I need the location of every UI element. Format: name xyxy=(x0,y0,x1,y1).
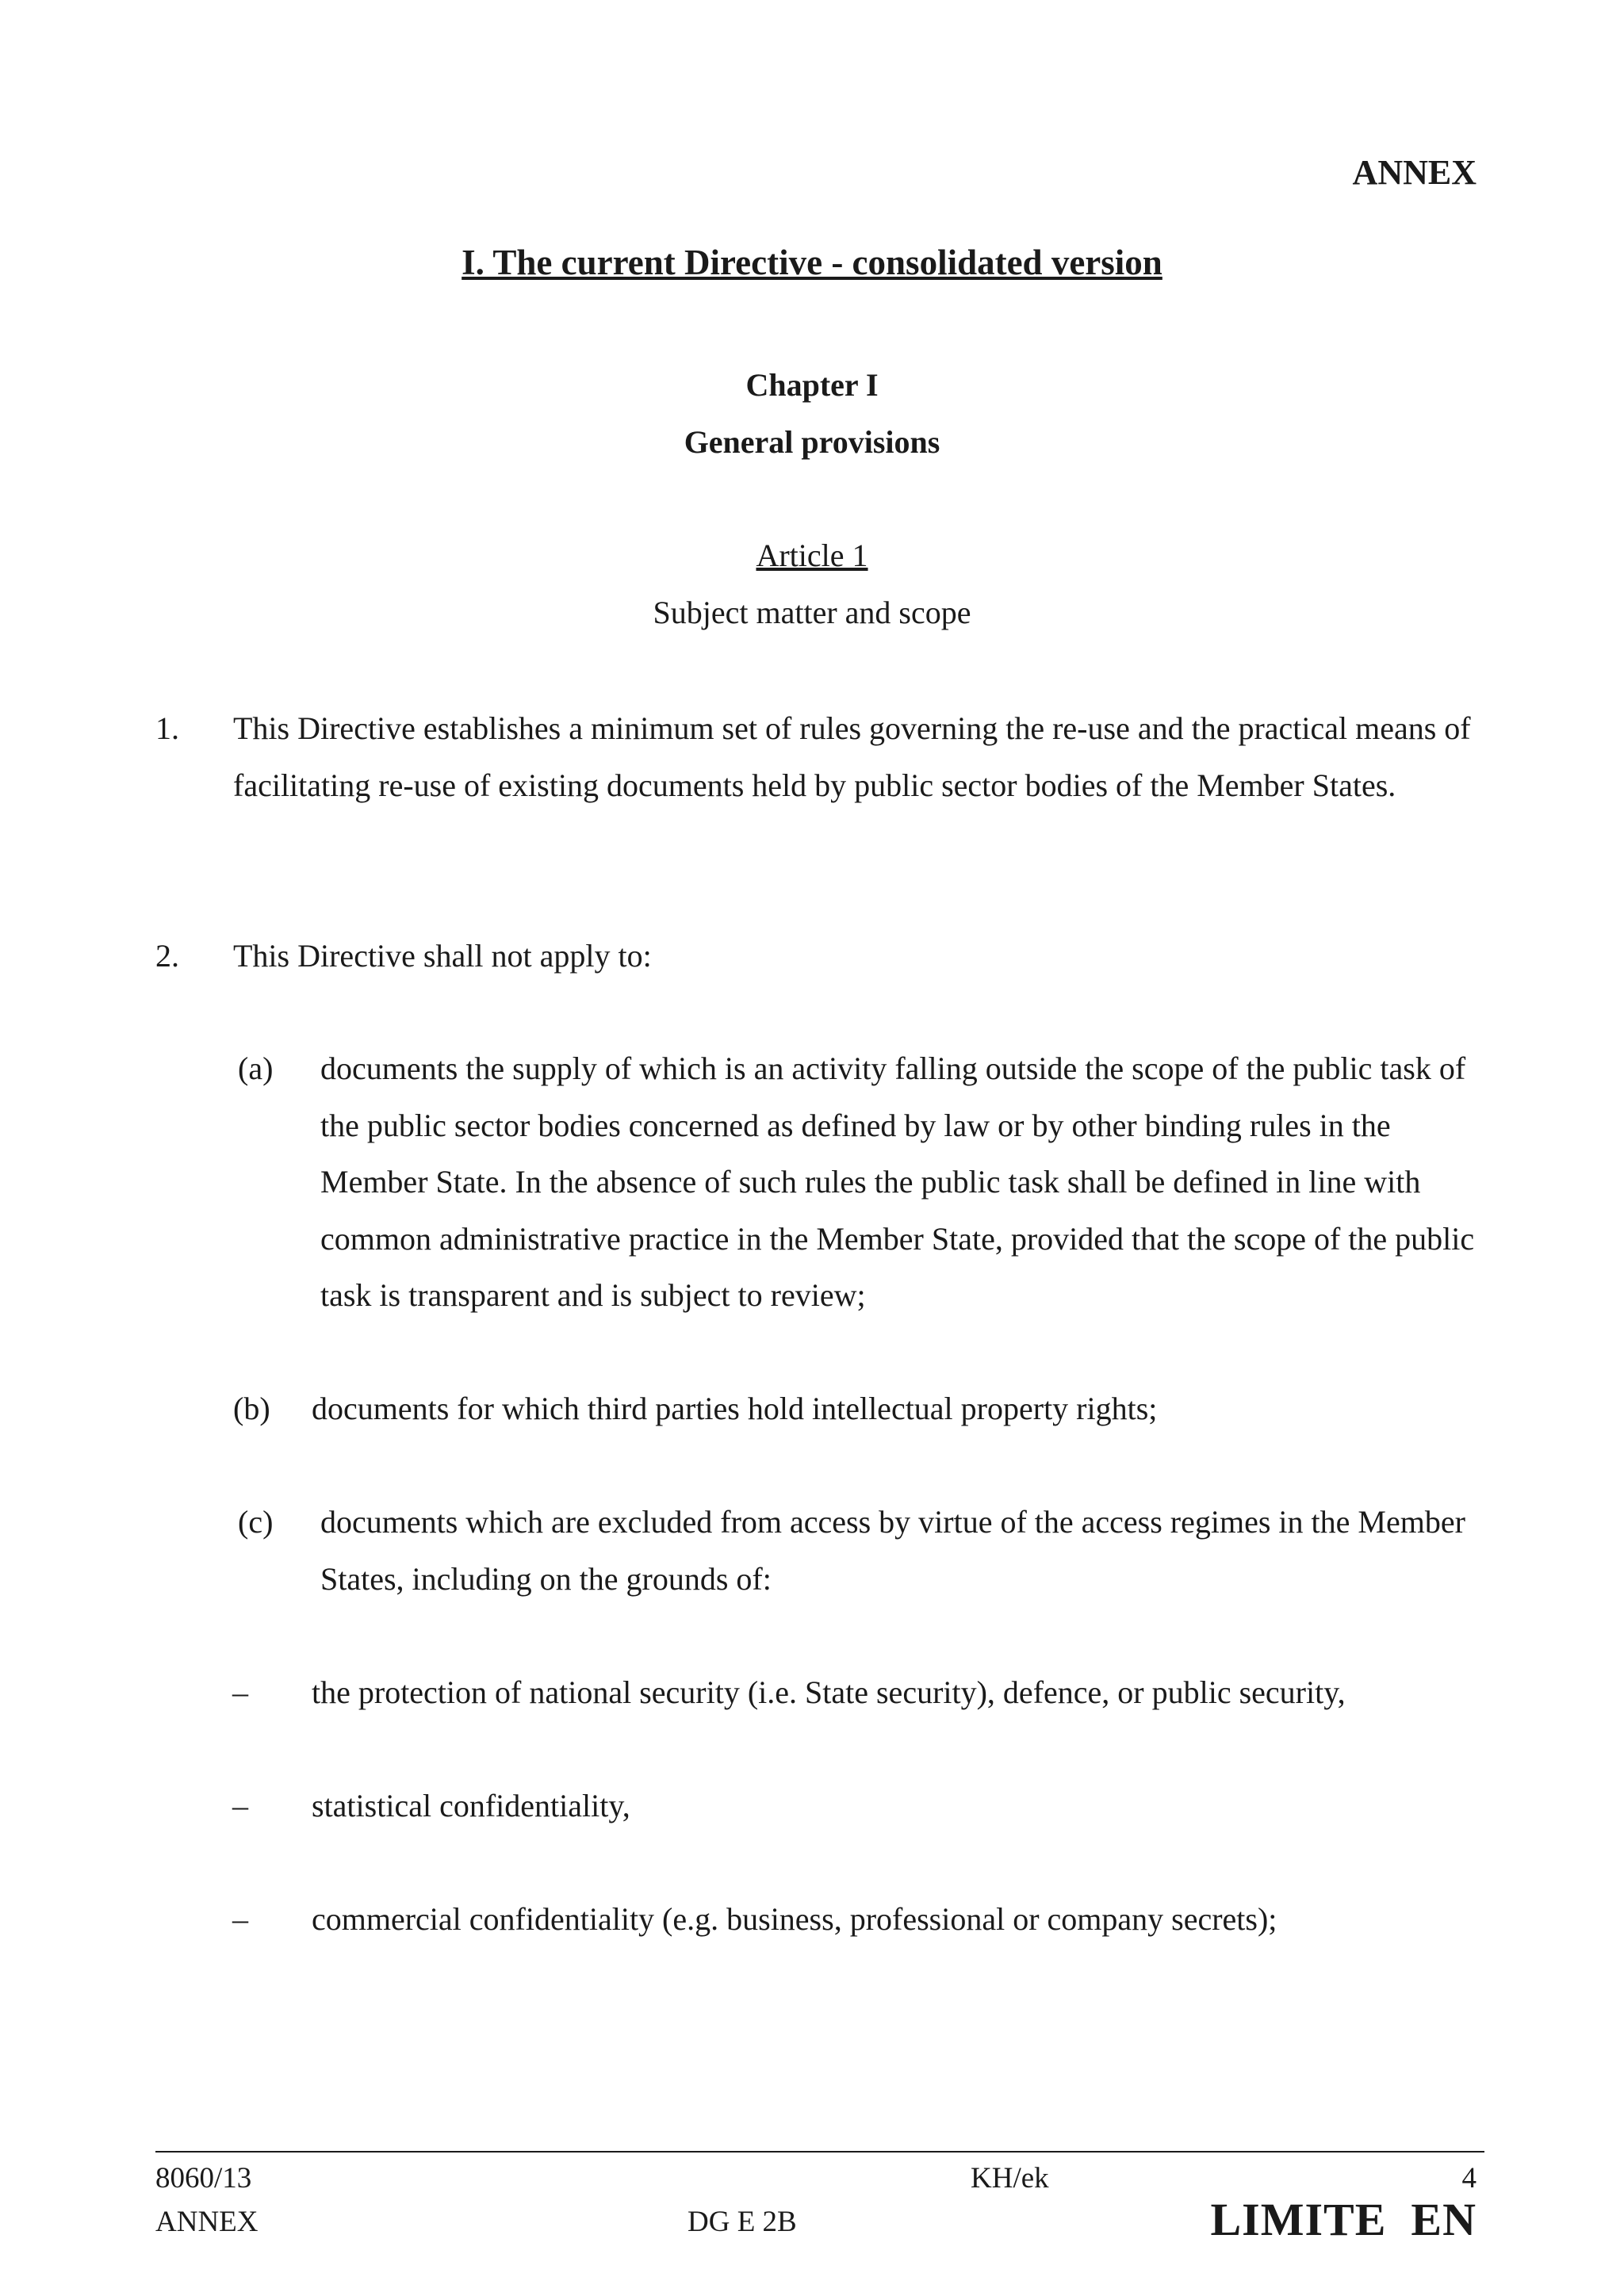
subitem-label: (b) xyxy=(233,1391,270,1426)
classification-label: LIMITE xyxy=(1210,2194,1387,2245)
paragraph-text: This Directive shall not apply to: xyxy=(233,938,652,974)
paragraph-number: 1. xyxy=(155,710,179,746)
footer-dg: DG E 2B xyxy=(688,2206,797,2238)
article-title: Subject matter and scope xyxy=(653,595,971,630)
footer-annex: ANNEX xyxy=(155,2206,259,2238)
dash-item-text: statistical confidentiality, xyxy=(312,1788,630,1823)
chapter-title: General provisions xyxy=(684,424,940,460)
paragraph-text: This Directive establishes a minimum set of rules governing the re-use and the practical means of facilitating re-use of existing documents held by public sector bodies of the Member States. xyxy=(233,710,1471,803)
footer-classification xyxy=(1210,2193,1477,2246)
dash-item-text: the protection of national security (i.e. State security), defence, or public security, xyxy=(312,1674,1346,1710)
subitem-text: documents for which third parties hold intellectual property rights; xyxy=(312,1391,1158,1426)
subitem-label: (a) xyxy=(238,1050,274,1086)
article-number-text: Article 1 xyxy=(756,538,868,573)
dash-marker: – xyxy=(232,1901,248,1937)
language-code: EN xyxy=(1411,2194,1477,2245)
dash-marker: – xyxy=(232,1788,248,1823)
document-title: I. The current Directive - consolidated version xyxy=(462,243,1162,282)
dash-marker: – xyxy=(232,1674,248,1710)
paragraph-number: 2. xyxy=(155,938,179,974)
subitem-text: documents which are excluded from access by virtue of the access regimes in the Member States, including on the grounds of: xyxy=(320,1504,1465,1597)
footer-divider xyxy=(155,2151,1484,2152)
subitem-text: documents the supply of which is an activity falling outside the scope of the public task of the public sector bodies concerned as defined by law or by other binding rules in the Member State. In the absence of such rules the public task shall be defined in line with common administrative practice in the Member State, provided that the scope of the public task is transparent and is subject to review; xyxy=(320,1050,1475,1313)
subitem-label: (c) xyxy=(238,1504,274,1540)
footer-page-number: 4 xyxy=(1461,2162,1477,2195)
footer-initials: KH/ek xyxy=(971,2162,1049,2195)
article-number xyxy=(0,537,1624,574)
footer-doc-number: 8060/13 xyxy=(155,2162,252,2195)
annex-label: ANNEX xyxy=(1352,153,1477,192)
chapter-number: Chapter I xyxy=(745,367,879,403)
dash-item-text: commercial confidentiality (e.g. business, professional or company secrets); xyxy=(312,1901,1277,1937)
